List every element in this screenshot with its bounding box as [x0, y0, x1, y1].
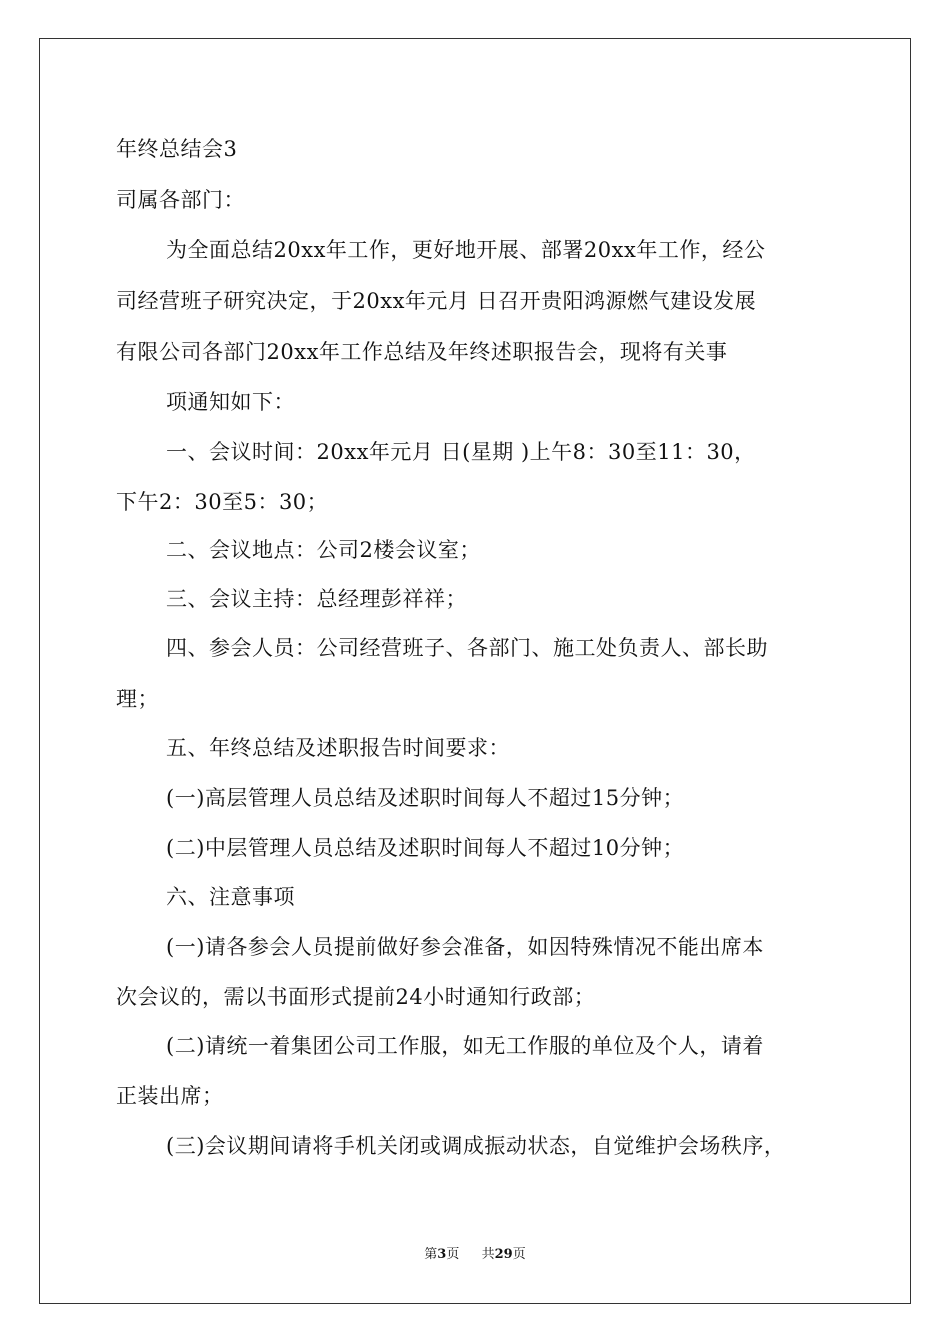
- sub-item: (一)请各参会人员提前做好参会准备，如因特殊情况不能出席本: [166, 935, 764, 959]
- sub-item: (三)会议期间请将手机关闭或调成振动状态，自觉维护会场秩序，: [166, 1134, 786, 1158]
- item-attendees-cont: 理；: [116, 687, 159, 711]
- paragraph-line: 有限公司各部门20xx年工作总结及年终述职报告会，现将有关事: [116, 340, 728, 364]
- item-meeting-host: 三、会议主持：总经理彭祥祥；: [166, 587, 467, 611]
- footer-total-suffix: 页: [512, 1247, 526, 1262]
- item-time-requirements: 五、年终总结及述职报告时间要求：: [166, 736, 510, 760]
- item-attendees: 四、参会人员：公司经营班子、各部门、施工处负责人、部长助: [166, 636, 768, 660]
- footer-page-current: 3: [437, 1247, 447, 1262]
- footer-page-suffix: 页: [446, 1247, 460, 1262]
- paragraph-line: 为全面总结20xx年工作，更好地开展、部署20xx年工作，经公: [166, 238, 766, 262]
- page-footer: [0, 1246, 950, 1264]
- sub-item: (一)高层管理人员总结及述职时间每人不超过15分钟；: [166, 786, 685, 810]
- footer-page-total: 29: [494, 1247, 513, 1262]
- paragraph-line: 项通知如下：: [166, 390, 295, 414]
- sub-item: (二)中层管理人员总结及述职时间每人不超过10分钟；: [166, 836, 685, 860]
- page-frame: [39, 38, 911, 1304]
- footer-total-prefix: 共: [481, 1247, 495, 1262]
- item-notes: 六、注意事项: [166, 885, 295, 909]
- document-title: 年终总结会3: [116, 137, 238, 161]
- item-meeting-time: 一、会议时间：20xx年元月 日(星期 )上午8：30至11：30，: [166, 440, 756, 464]
- salutation: 司属各部门：: [116, 188, 245, 212]
- item-meeting-time-cont: 下午2：30至5：30；: [116, 490, 329, 514]
- item-meeting-location: 二、会议地点：公司2楼会议室；: [166, 538, 481, 562]
- paragraph-line: 司经营班子研究决定，于20xx年元月 日召开贵阳鸿源燃气建设发展: [116, 289, 757, 313]
- sub-item-cont: 正装出席；: [116, 1084, 224, 1108]
- sub-item-cont: 次会议的，需以书面形式提前24小时通知行政部；: [116, 985, 596, 1009]
- footer-page-prefix: 第: [424, 1247, 438, 1262]
- sub-item: (二)请统一着集团公司工作服，如无工作服的单位及个人，请着: [166, 1034, 764, 1058]
